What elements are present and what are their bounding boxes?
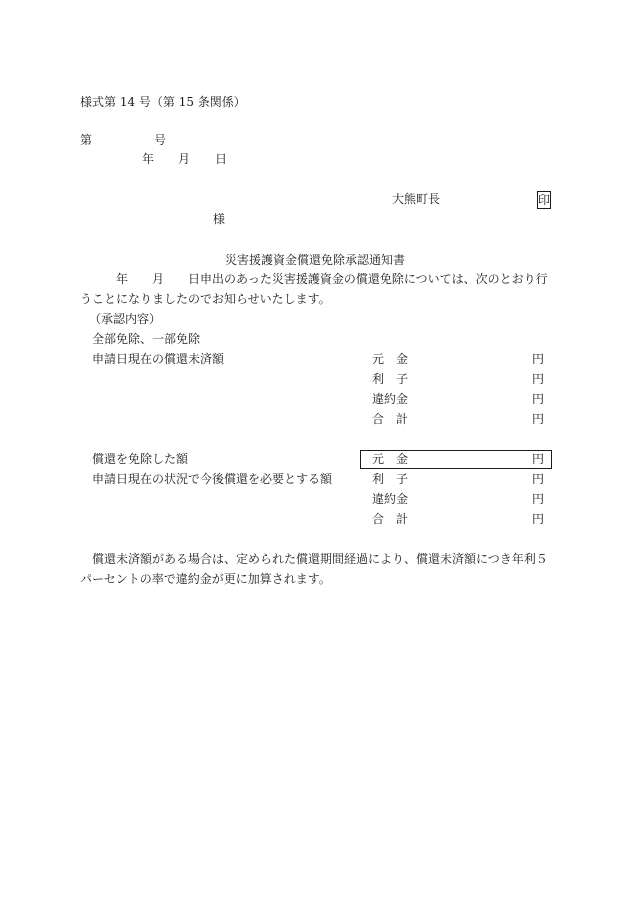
- section1-penalty-label: 違約金: [372, 392, 409, 406]
- section1-interest-label: 利 子: [372, 372, 409, 386]
- section1-total-label: 合 計: [372, 412, 409, 426]
- form-number-label: 様式第 14 号（第 15 条関係）: [80, 95, 246, 109]
- seal-mark: 印: [538, 193, 551, 207]
- section2-principal-label: 元 金: [372, 452, 409, 466]
- section2-total-label: 合 計: [372, 512, 409, 526]
- section2-penalty-label: 違約金: [372, 492, 409, 506]
- section1-principal-unit: 円: [532, 352, 545, 366]
- approval-header: （承認内容）: [89, 312, 162, 326]
- section1-total-unit: 円: [532, 412, 545, 426]
- section1-interest-unit: 円: [532, 372, 545, 386]
- body-year: 年: [116, 272, 129, 286]
- section1-principal-label: 元 金: [372, 352, 409, 366]
- body-text-line2: うことになりましたのでお知らせいたします。: [80, 292, 331, 306]
- document-title: 災害援護資金償還免除承認通知書: [225, 253, 406, 267]
- ref-number-prefix: 第: [80, 133, 93, 147]
- section2-label-exempted: 償還を免除した額: [92, 452, 189, 466]
- section1-penalty-unit: 円: [532, 392, 545, 406]
- note-line1: 償還未済額がある場合は、定められた償還期間経過により、償還未済額につき年利５: [92, 552, 548, 566]
- section2-label-remaining: 申請日現在の状況で今後償還を必要とする額: [92, 472, 333, 486]
- section2-penalty-unit: 円: [532, 492, 545, 506]
- section2-interest-unit: 円: [532, 472, 545, 486]
- ref-number-suffix: 号: [154, 133, 167, 147]
- section1-label: 申請日現在の償還未済額: [92, 352, 225, 366]
- section2-total-unit: 円: [532, 512, 545, 526]
- date-year: 年: [142, 152, 155, 166]
- section2-principal-unit: 円: [532, 452, 545, 466]
- issuer-name: 大熊町長: [392, 192, 441, 206]
- section2-interest-label: 利 子: [372, 472, 409, 486]
- date-month: 月: [178, 152, 191, 166]
- body-text-line1: 日申出のあった災害援護資金の償還免除については、次のとおり行: [188, 272, 548, 286]
- exemption-type: 全部免除、一部免除: [92, 332, 201, 346]
- date-day: 日: [215, 152, 228, 166]
- body-month: 月: [152, 272, 165, 286]
- note-line2: パーセントの率で違約金が更に加算されます。: [80, 572, 331, 586]
- addressee-suffix: 様: [213, 212, 226, 226]
